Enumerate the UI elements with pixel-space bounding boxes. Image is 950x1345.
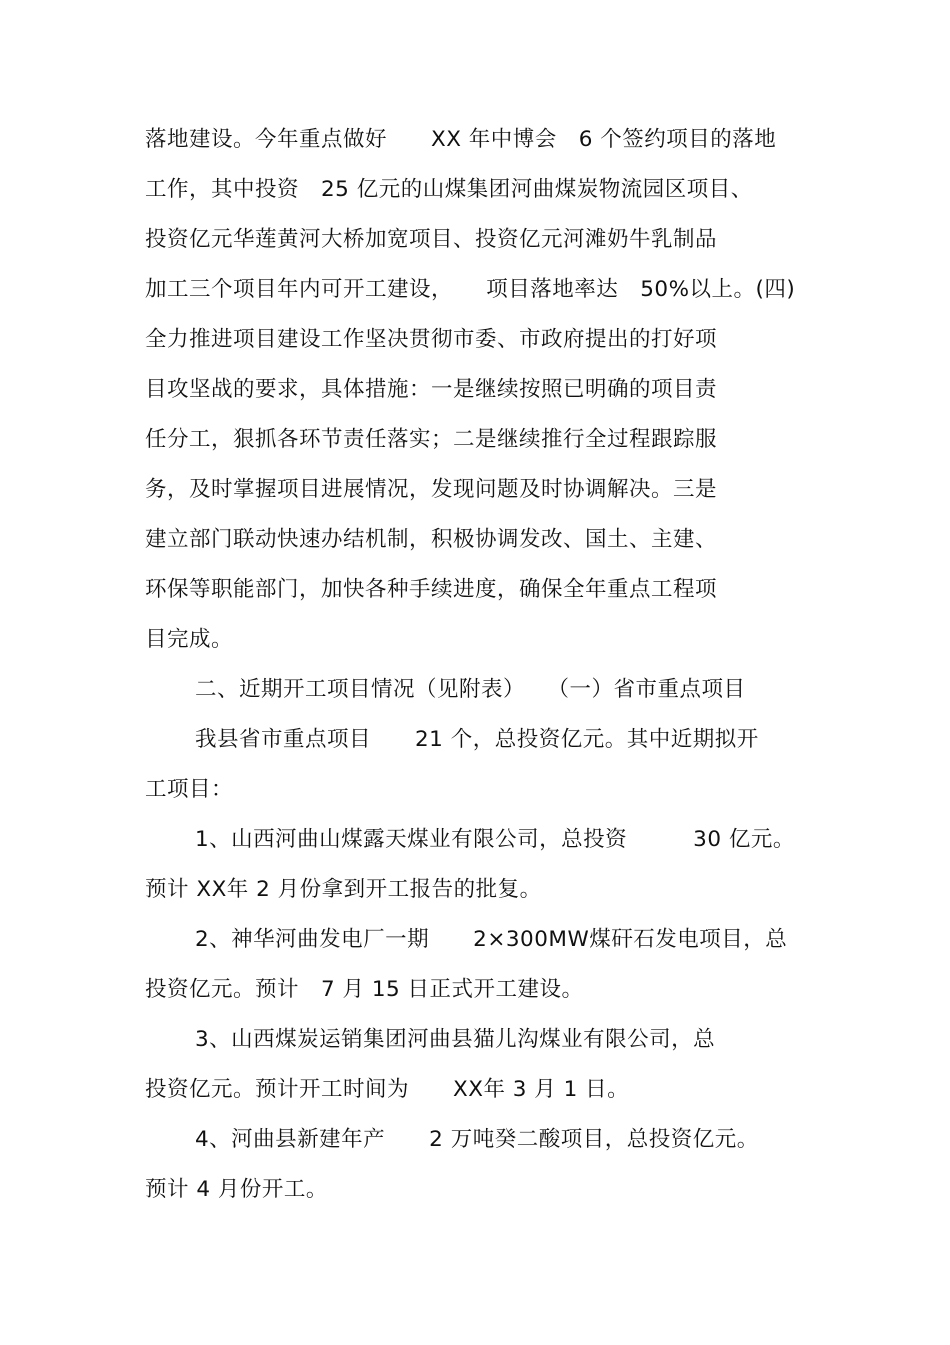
- text-line: 加工三个项目年内可开工建设， 项目落地率达 50%以上。(四): [145, 277, 796, 302]
- text-line: 我县省市重点项目 21 个，总投资亿元。其中近期拟开: [195, 727, 759, 752]
- list-item: 1、山西河曲山煤露天煤业有限公司，总投资 30 亿元。: [195, 827, 795, 852]
- text-line: 目攻坚战的要求，具体措施：一是继续按照已明确的项目责: [145, 377, 718, 402]
- text-line: 环保等职能部门，加快各种手续进度，确保全年重点工程项: [145, 577, 718, 602]
- text-line: 预计 XX年 2 月份拿到开工报告的批复。: [145, 877, 542, 902]
- text-line: 落地建设。今年重点做好 XX 年中博会 6 个签约项目的落地: [145, 127, 777, 152]
- text-line: 全力推进项目建设工作坚决贯彻市委、市政府提出的打好项: [145, 327, 718, 352]
- text-line: 任分工，狠抓各环节责任落实；二是继续推行全过程跟踪服: [145, 427, 718, 452]
- text-line: 预计 4 月份开工。: [145, 1177, 328, 1202]
- list-item: 3、山西煤炭运销集团河曲县猫儿沟煤业有限公司，总: [195, 1027, 716, 1052]
- text-line: 建立部门联动快速办结机制，积极协调发改、国土、主建、: [145, 527, 718, 552]
- text-line: 目完成。: [145, 627, 234, 652]
- text-line: 务，及时掌握项目进展情况，发现问题及时协调解决。三是: [145, 477, 718, 502]
- text-line: 投资亿元。预计开工时间为 XX年 3 月 1 日。: [145, 1077, 630, 1102]
- text-line: 投资亿元华莲黄河大桥加宽项目、投资亿元河滩奶牛乳制品: [145, 227, 718, 252]
- text-line: 工项目：: [145, 777, 234, 802]
- list-item: 4、河曲县新建年产 2 万吨癸二酸项目，总投资亿元。: [195, 1127, 759, 1152]
- text-line: 投资亿元。预计 7 月 15 日正式开工建设。: [145, 977, 584, 1002]
- text-line: 工作，其中投资 25 亿元的山煤集团河曲煤炭物流园区项目、: [145, 177, 753, 202]
- list-item: 2、神华河曲发电厂一期 2×300MW煤矸石发电项目，总: [195, 927, 788, 952]
- section-heading: 二、近期开工项目情况（见附表） （一）省市重点项目: [195, 677, 746, 702]
